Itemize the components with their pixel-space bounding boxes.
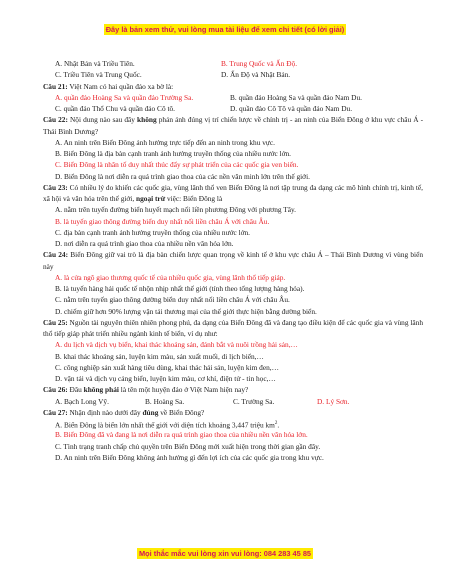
question-stem: Có nhiều lý do khiến các quốc gia, vùng lãnh thổ ven Biển Đông là nơi tập trung đa dạng các mô hình chính trị, kinh tế, xã hội và văn hóa trên thế giới, [43,182,423,203]
question-content [43,58,423,463]
option-d: D. quần đảo Cô Tô và quần đảo Nam Du. [230,104,353,113]
option-a-answer: A. quần đảo Hoàng Sa và quần đảo Trường Sa. [55,92,194,102]
question-stem: Việt Nam có hai quần đảo xa bờ là: [69,81,174,91]
option-a-answer: A. là cửa ngõ giao thương quốc tế của nhiều quốc gia, vùng lãnh thổ tiếp giáp. [55,272,286,282]
question-keyword: ngoại trừ [136,194,166,203]
option-c-answer: C. Biển Đông là nhân tố duy nhất thúc đẩy sự phát triển của các quốc gia ven biển. [55,160,299,170]
question-label: Câu 27: [43,407,68,417]
option-c: C. quần đảo Thổ Chu và quần đảo Cô tô. [55,104,176,113]
option-a: A. Nhật Bản và Triều Tiên. [55,59,135,68]
option-b: B. quần đảo Hoàng Sa và quần đảo Nam Du. [230,92,362,102]
question-label: Câu 23: [43,182,68,192]
option-d: D. vận tải và dịch vụ cảng biển, luyện kim màu, cơ khí, điện tử - tin học,… [55,374,276,383]
option-a: A. An ninh trên Biển Đông ảnh hưởng trực tiếp đến an ninh trong khu vực. [55,137,275,147]
option-a-answer: A. du lịch và dịch vụ biển, khai thác khoáng sản, đánh bắt và nuôi trồng hải sản,… [55,340,298,350]
option-b: B. Biển Đông là địa bàn cạnh tranh ảnh hưởng truyền thống của nhiều nước lớn. [55,149,291,158]
q21-options-row-2 [43,103,423,114]
option-d: D. Biển Đông là nơi diễn ra quá trình giao thoa của các nền văn minh lớn trên thế giới. [55,171,310,181]
option-b-answer: B. Trung Quốc và Ấn Độ. [221,59,298,68]
question-stem-end: là tên một huyện đảo ở Việt Nam hiện nay? [120,385,249,395]
question-keyword: đúng [142,407,159,417]
preview-banner-text: Đây là bản xem thử, vui lòng mua tài liệu để xem chi tiết (có lời giải) [105,25,345,34]
question-label: Câu 24: [43,250,69,260]
contact-banner [0,549,450,558]
q26-options-row [43,396,423,407]
question-stem: Nguồn tài nguyên thiên nhiên phong phú, đa dạng của Biển Đông đã và đang tạo điều kiện để các quốc gia và vùng lãnh thổ tiếp giáp phát triển nhiều ngành kinh tế biển, ví dụ như: [43,317,423,338]
option-b: B. là tuyến hàng hải quốc tế nhộn nhịp nhất thế giới (tính theo tổng lượng hàng hóa). [55,284,305,293]
option-a [43,418,423,429]
option-b: B. khai thác khoáng sản, luyện kim màu, sản xuất muối, di lịch biển,… [55,351,264,361]
question-label: Câu 21: [43,81,68,91]
question-27 [43,407,423,418]
preview-banner [0,25,450,34]
option-a-text: A. Biển Đông là biển lớn nhất thế giới với diện tích khoảng 3,447 triệu km [55,420,275,430]
question-23 [43,182,423,205]
question-24 [43,249,423,272]
contact-banner-text: Mọi thắc mắc vui lòng xin vui lòng: 084 283 45 85 [138,549,312,558]
superscript: 2 [274,421,278,426]
question-21 [43,81,423,92]
option-d: D. An ninh trên Biển Đông không ảnh hưởng gì đến lợi ích của các quốc gia trong khu vực. [55,452,324,462]
option-b-answer: B. là tuyến giao thông đường biển duy nhất nối liền châu Á với châu Âu. [55,216,270,226]
question-stem-end: về Biển Đông? [160,407,205,417]
option-c: C. nằm trên tuyến giao thông đường biển duy nhất nối liền châu Á với châu Âu. [55,295,290,305]
question-25 [43,317,423,340]
question-stem-end: việc: Biển Đông là [166,194,223,203]
option-c: C. Tình trạng tranh chấp chủ quyền trên Biển Đông mới xuất hiện trong thời gian gần đây. [55,441,321,451]
option-b: B. Hoàng Sa. [145,396,185,406]
question-label: Câu 25: [43,317,68,327]
question-stem: Nội dung nào sau đây [70,115,135,125]
q21-options-row-1 [43,92,423,103]
question-keyword: không phải [83,385,119,395]
question-stem: Biển Đông giữ vai trò là địa bàn chiến lược quan trọng về kinh tế ở khu vực châu Á – Thái Bình Dương vì vùng biển này [43,250,424,271]
option-d-answer: D. Lý Sơn. [317,396,350,406]
option-d: D. chiếm giữ hơn 90% lượng vận tải thương mại của thế giới thực hiện bằng đường biển. [55,306,317,316]
option-c: C. Triều Tiên và Trung Quốc. [55,70,142,80]
question-stem: Đâu [69,385,82,395]
question-label: Câu 22: [43,115,68,125]
prev-options-row-1 [43,58,423,69]
option-c: C. Trường Sa. [233,396,275,406]
prev-options-row-2 [43,69,423,80]
option-c: C. địa bàn cạnh tranh ảnh hưởng truyền thống của nhiều nước lớn. [55,227,250,237]
option-a: A. nằm trên tuyến đường biển huyết mạch nối liền phương Đông với phương Tây. [55,205,297,215]
question-label: Câu 26: [43,385,68,395]
question-keyword: không [137,115,157,125]
option-c: C. công nghiệp sản xuất hàng tiêu dùng, khai thác hải sản, luyện kim đen,… [55,362,279,372]
option-d: D. Ấn Độ và Nhật Bản. [221,70,291,80]
option-a-end: . [277,420,280,430]
option-d: D. nơi diễn ra quá trình giao thoa của nhiều nền văn hóa lớn. [55,239,234,248]
question-26 [43,384,423,395]
option-a: A. Bạch Long Vỹ. [55,396,109,406]
question-22 [43,114,423,137]
question-stem-end: phản ánh đúng vị trí chiến lược về chính trị - an ninh của Biển Đông ở khu vực châu Á - Thái Bình Dương? [43,115,424,136]
question-stem: Nhận định nào dưới đây [69,407,141,417]
option-b-answer: B. Biển Đông đã và đang là nơi diễn ra quá trình giao thoa của nhiều nền văn hóa lớn. [55,430,308,440]
